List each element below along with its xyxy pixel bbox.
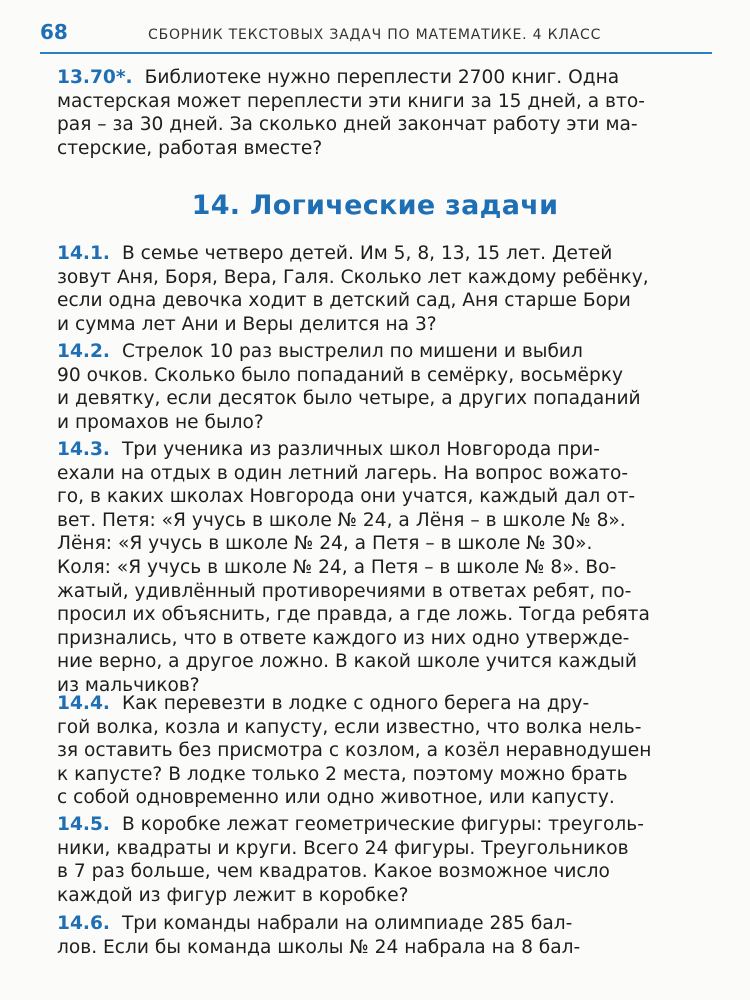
problem-line: 13.70*. Библиотеке нужно переплести 2700 книг. Одна	[57, 67, 620, 88]
problem-line: признались, что в ответе каждого из них одно утвержде-	[57, 627, 630, 649]
problem-line: просил их объяснить, где правда, а где ложь. Тогда ребята	[57, 604, 650, 626]
problem-line: гой волка, козла и капусту, если известно, что волка нель-	[57, 716, 642, 738]
problem-line: 14.3. Три ученика из различных школ Новгорода при-	[57, 439, 600, 460]
problem-line: ехали на отдых в один летний лагерь. На вопрос вожато-	[57, 462, 629, 484]
problem-line: ники, квадраты и круги. Всего 24 фигуры. Треугольников	[57, 837, 629, 859]
problem-number: 14.5.	[57, 814, 110, 835]
problem-line: в 7 раз больше, чем квадратов. Какое возможное число	[57, 861, 610, 883]
problem-line: лов. Если бы команда школы № 24 набрала на 8 бал-	[57, 936, 581, 958]
problem-number: 14.4.	[57, 693, 110, 714]
problem-14-4	[57, 692, 717, 810]
problem-line: стерские, работая вместе?	[57, 137, 323, 159]
problem-line: 14.6. Три команды набрали на олимпиаде 285 бал-	[57, 913, 573, 934]
page-header	[40, 18, 712, 54]
section-title: 14. Логические задачи	[191, 190, 559, 221]
problem-14-1	[57, 242, 717, 336]
problem-line: с собой одновременно или одно животное, или капусту.	[57, 787, 615, 809]
problem-line: и промахов не было?	[57, 411, 264, 433]
problem-14-2	[57, 340, 717, 434]
problem-line: из мальчиков?	[57, 674, 200, 696]
problem-line: 14.1. В семье четверо детей. Им 5, 8, 13, 15 лет. Детей	[57, 243, 613, 264]
problem-line: Лёня: «Я учусь в школе № 24, а Петя – в школе № 30».	[57, 533, 593, 555]
problem-line: каждой из фигур лежит в коробке?	[57, 884, 409, 906]
problem-number: 14.2.	[57, 341, 110, 362]
problem-line: вет. Петя: «Я учусь в школе № 24, а Лёня – в школе № 8».	[57, 509, 626, 531]
problem-number: 14.1.	[57, 243, 110, 264]
problem-line: 14.4. Как перевезти в лодке с одного берега на дру-	[57, 693, 590, 714]
problem-number: 13.70*.	[57, 67, 133, 88]
problem-line: и сумма лет Ани и Веры делится на 3?	[57, 313, 437, 335]
page-number: 68	[40, 20, 68, 44]
problem-line: зя оставить без присмотра с козлом, а козёл неравнодушен	[57, 740, 652, 762]
problem-line: к капусте? В лодке только 2 места, поэтому можно брать	[57, 763, 628, 785]
problem-line: жатый, удивлённый противоречиями в ответах ребят, по-	[57, 580, 632, 602]
problem-13-70	[57, 66, 717, 160]
problem-14-6	[57, 912, 717, 959]
problem-line: 90 очков. Сколько было попаданий в семёрку, восьмёрку	[57, 364, 624, 386]
problem-line: если одна девочка ходит в детский сад, Аня старше Бори	[57, 290, 631, 312]
problem-line: го, в каких школах Новгорода они учатся, каждый дал от-	[57, 486, 636, 508]
problem-number: 14.3.	[57, 439, 110, 460]
problem-line: ние верно, а другое ложно. В какой школе учится каждый	[57, 651, 637, 673]
problem-14-5	[57, 813, 717, 907]
problem-line: Коля: «Я учусь в школе № 24, а Петя – в школе № 8». Во-	[57, 556, 617, 578]
problem-line: мастерская может переплести эти книги за 15 дней, а вто-	[57, 90, 645, 112]
problem-14-3	[57, 438, 717, 698]
problem-line: рая – за 30 дней. За сколько дней закончат работу эти ма-	[57, 114, 638, 136]
problem-line: 14.5. В коробке лежат геометрические фигуры: треуголь-	[57, 814, 644, 835]
problem-number: 14.6.	[57, 913, 110, 934]
problem-line: зовут Аня, Боря, Вера, Галя. Сколько лет каждому ребёнку,	[57, 266, 649, 288]
running-title: СБОРНИК ТЕКСТОВЫХ ЗАДАЧ ПО МАТЕМАТИКЕ. 4 КЛАСС	[148, 27, 602, 43]
problem-line: 14.2. Стрелок 10 раз выстрелил по мишени и выбил	[57, 341, 583, 362]
problem-line: и девятку, если десяток было четыре, а других попаданий	[57, 388, 641, 410]
